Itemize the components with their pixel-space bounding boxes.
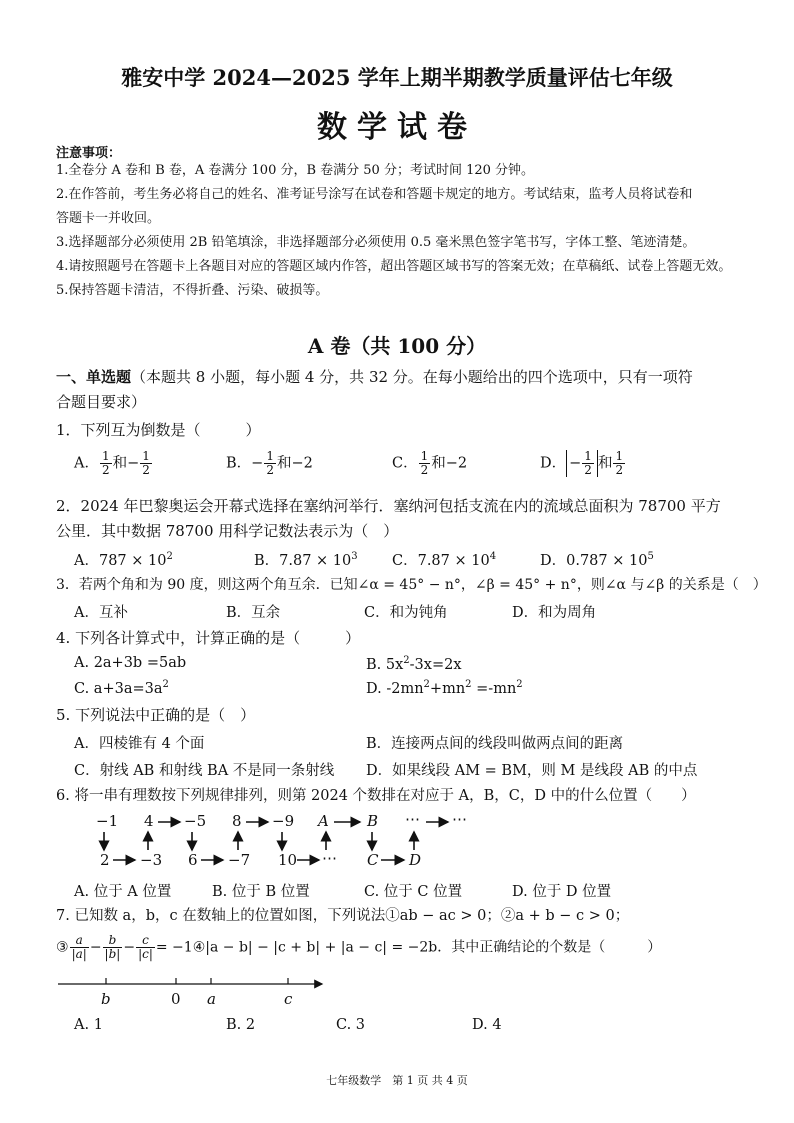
- q2-stem-line1: 2．2024 年巴黎奥运会开幕式选择在塞纳河举行．塞纳河包括支流在内的流域总面积为 78700 平方: [56, 497, 721, 515]
- q5-option-b: B．连接两点间的线段叫做两点间的距离: [366, 736, 624, 752]
- seq-bottom: 2: [100, 851, 110, 869]
- seq-top: B: [367, 812, 379, 830]
- seq-top: −9: [272, 812, 295, 830]
- note-item: 2.在作答前，考生务必将自己的姓名、准考证号涂写在试卷和答题卡规定的地方。考试结束，监考人员将试卷和: [56, 187, 693, 202]
- exponent: 4: [489, 551, 497, 563]
- part1-desc-line1: （本题共 8 小题，每小题 4 分，共 32 分。在每小题给出的四个选项中，只有一项符: [131, 368, 693, 386]
- q3-option-d: D．和为周角: [512, 605, 597, 621]
- option-text: C. a+3a=3a: [74, 680, 163, 697]
- q7-stem: 7. 已知数 a，b，c 在数轴上的位置如图，下列说法①ab − ac > 0；②a + b − c > 0；: [56, 908, 630, 924]
- q3-stem: 3．若两个角和为 90 度，则这两个角互余．已知∠α = 45° − n°，∠β = 45° + n°，则∠α 与∠β 的关系是（ ）: [56, 577, 767, 593]
- numerator: c: [136, 934, 155, 948]
- q6-option-c: C. 位于 C 位置: [364, 884, 463, 900]
- q5-option-d: D．如果线段 AM = BM，则 M 是线段 AB 的中点: [366, 763, 698, 779]
- numerator: 1: [584, 449, 592, 463]
- denominator: 2: [142, 463, 150, 477]
- section-a-heading: A 卷（共 100 分）: [307, 334, 487, 358]
- option-letter: B．: [226, 455, 252, 472]
- q3-option-c: C．和为钝角: [364, 605, 448, 621]
- note-item: 1.全卷分 A 卷和 B 卷，A 卷满分 100 分，B 卷满分 50 分；考试时间 120 分钟。: [56, 163, 535, 178]
- part1-desc-line2: 合题目要求）: [56, 393, 147, 411]
- q5-option-c: C．射线 AB 和射线 BA 不是同一条射线: [74, 763, 335, 779]
- seq-top: ⋯: [452, 810, 467, 828]
- q7-option-b: B. 2: [226, 1017, 256, 1033]
- option-letter: C．: [392, 455, 418, 472]
- seq-top: A: [318, 812, 329, 830]
- numerator: 1: [420, 449, 429, 463]
- seq-bottom: −3: [140, 851, 163, 869]
- option-letter: D．: [540, 455, 567, 472]
- q6-option-a: A. 位于 A 位置: [74, 884, 172, 900]
- seq-bottom: C: [367, 851, 379, 869]
- exponent: 2: [166, 551, 173, 563]
- q7-option-c: C. 3: [336, 1017, 366, 1033]
- option-text: B．7.87 × 10: [254, 553, 352, 569]
- seq-bottom: D: [409, 851, 422, 869]
- denominator: 2: [266, 463, 274, 477]
- q6-option-d: D. 位于 D 位置: [512, 884, 612, 900]
- numerator: 1: [101, 449, 110, 463]
- numerator: b: [103, 934, 123, 948]
- option-letter: A．: [74, 455, 99, 472]
- exponent: 2: [403, 655, 410, 666]
- q6-stem: 6. 将一串有理数按下列规律排列，则第 2024 个数排在对应于 A，B，C，D 中的什么位置（ ）: [56, 788, 696, 804]
- option-text: D. -2mn: [366, 680, 424, 697]
- q1-stem: 1．下列互为倒数是（ ）: [56, 421, 261, 439]
- option-text: C．7.87 × 10: [392, 553, 490, 569]
- note-item: 4.请按照题号在答题卡上各题目对应的答题区域内作答，超出答题区域书写的答案无效；在草稿纸、试卷上答题无效。: [56, 259, 732, 274]
- exam-title: 雅安中学 2024—2025 学年上期半期教学质量评估七年级: [121, 65, 673, 90]
- exponent: 3: [351, 551, 358, 563]
- q7-line2: ③ $\frac{a}{|a|}$ − $\frac{b}{|b|}$ − $\frac{c}{|c|}$ = −1④|a − b| − |c + b| + |a − c| = −2b．其中正确结论的个数是（ ）: [56, 933, 662, 961]
- q5-option-a: A．四棱锥有 4 个面: [74, 736, 205, 752]
- seq-top: −5: [184, 812, 207, 830]
- option-text: A．787 × 10: [74, 553, 167, 569]
- and-word: 和: [276, 455, 292, 472]
- option-text: B. 5x: [366, 656, 404, 673]
- minus-sign: −: [569, 455, 582, 472]
- q3-option-a: A．互补: [74, 605, 128, 621]
- part1-heading: 一、单选题: [56, 368, 132, 386]
- q4-stem: 4. 下列各计算式中，计算正确的是（ ）: [56, 629, 361, 647]
- circled-number: ③: [56, 939, 69, 956]
- and-word: 和: [597, 455, 613, 472]
- denominator: 2: [101, 463, 110, 477]
- note-item: 答题卡一并收回。: [56, 211, 161, 226]
- fraction: [103, 934, 123, 961]
- page-footer: 七年级数学 第 1 页 共 4 页: [326, 1074, 468, 1087]
- numerator: 1: [266, 449, 274, 463]
- axis-label-c: c: [284, 990, 293, 1008]
- axis-label-a: a: [207, 990, 216, 1008]
- q5-stem: 5. 下列说法中正确的是（ ）: [56, 706, 256, 724]
- seq-top: −1: [96, 812, 119, 830]
- numerator: 1: [142, 449, 150, 463]
- q6-option-b: B. 位于 B 位置: [212, 884, 310, 900]
- seq-bottom: 6: [188, 851, 198, 869]
- exponent: 5: [647, 551, 654, 563]
- notes-heading: 注意事项：: [56, 146, 122, 161]
- seq-top: ⋯: [405, 810, 420, 828]
- fraction: [136, 934, 155, 961]
- exponent: 2: [423, 679, 430, 690]
- numerator: 1: [615, 449, 624, 463]
- denominator: |a|: [71, 947, 87, 961]
- option-text: D．0.787 × 10: [540, 553, 648, 569]
- axis-label-zero: 0: [171, 990, 181, 1008]
- fraction: [70, 934, 89, 961]
- denominator: |b|: [104, 947, 121, 961]
- seq-bottom: −7: [228, 851, 251, 869]
- minus-sign: −: [127, 455, 140, 472]
- exponent: 2: [465, 679, 472, 690]
- q7-option-d: D. 4: [472, 1017, 502, 1033]
- q4-option-a: A. 2a+3b =5ab: [74, 655, 187, 671]
- seq-top: 4: [144, 812, 154, 830]
- option-text: =-mn: [471, 680, 517, 697]
- exponent: 2: [162, 679, 169, 690]
- q2-stem-line2: 公里．其中数据 78700 用科学记数法表示为（ ）: [56, 522, 399, 540]
- q7-option-a: A. 1: [74, 1017, 103, 1033]
- and-word: 和: [112, 455, 128, 472]
- note-item: 3.选择题部分必须使用 2B 铅笔填涂，非选择题部分必须使用 0.5 毫米黑色签字笔书写，字体工整、笔迹清楚。: [56, 235, 696, 250]
- and-word: 和: [431, 455, 446, 472]
- denominator: 2: [584, 463, 592, 477]
- option-text: -3x=2x: [409, 656, 462, 673]
- value: −2: [291, 455, 313, 472]
- value: −2: [445, 455, 468, 472]
- note-item: 5.保持答题卡清洁，不得折叠、污染、破损等。: [56, 283, 329, 298]
- q7-line2-text: = −1④|a − b| − |c + b| + |a − c| = −2b．其中正确结论的个数是（ ）: [155, 939, 662, 956]
- denominator: 2: [615, 463, 624, 477]
- exponent: 2: [516, 679, 523, 690]
- seq-bottom: ⋯: [322, 849, 337, 867]
- seq-bottom: 10: [278, 851, 298, 869]
- minus-sign: −: [251, 455, 264, 472]
- seq-top: 8: [232, 812, 242, 830]
- denominator: |c|: [138, 947, 153, 961]
- denominator: 2: [420, 463, 429, 477]
- exam-subtitle: 数学试卷: [317, 110, 477, 145]
- option-text: +mn: [429, 680, 466, 697]
- q3-option-b: B．互余: [226, 605, 281, 621]
- numerator: a: [70, 934, 89, 948]
- axis-label-b: b: [101, 990, 111, 1008]
